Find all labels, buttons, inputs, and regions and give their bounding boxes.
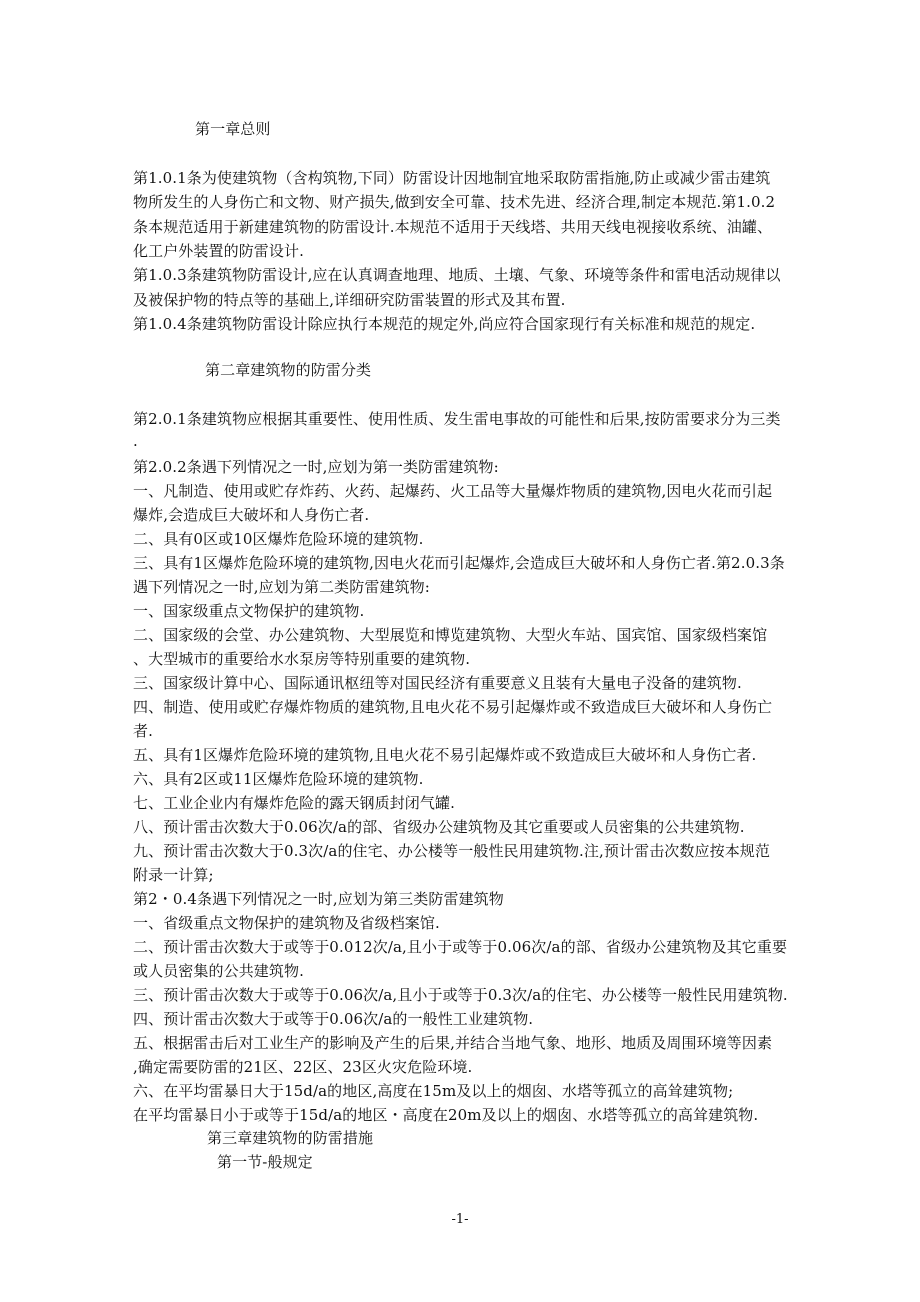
paragraph-line: 第1.0.3条建筑物防雷设计,应在认真调查地理、地质、土壤、气象、环境等条件和雷电活动规律以 [133,266,781,284]
paragraph-line: 或人员密集的公共建筑物. [133,962,304,980]
paragraph-line: 在平均雷暴日小于或等于15d/a的地区・高度在20m及以上的烟囱、水塔等孤立的高耸建筑物. [133,1106,759,1124]
paragraph-line: 三、国家级计算中心、国际通讯枢纽等对国民经济有重要意义且装有大量电子没备的建筑物. [133,674,742,692]
paragraph-line: 四、预计雷击次数大于或等于0.06次/a的一般性工业建筑物. [133,1010,534,1028]
paragraph-line: 第2・0.4条遇下列情况之一时,应划为第三类防雷建筑物 [133,890,504,908]
chapter2-title: 第二章建筑物的防雷分类 [205,361,372,379]
paragraph-line: 化工户外装置的防雷设计. [133,242,304,260]
paragraph-line: 遇下列情况之一时,应划为第二类防雷建筑物: [133,578,430,596]
page-number: -1- [451,1212,469,1227]
paragraph-line: 六、具有2区或11区爆炸危险环境的建筑物. [133,770,424,788]
paragraph-line: 者. [133,722,153,740]
paragraph-line: 一、省级重点文物保护的建筑物及省级档案馆. [133,914,440,932]
paragraph-line: 五、具有1区爆炸危险环境的建筑物,且电火花不易引起爆炸或不致造成巨大破坏和人身伤亡者. [133,746,757,764]
paragraph-line: 三、具有1区爆炸危险环境的建筑物,因电火花而引起爆炸,会造成巨大破坏和人身伤亡者.第2.0.3条 [133,554,785,572]
chapter1-title: 第一章总则 [195,120,271,138]
paragraph-line: 五、根据雷击后对工业生产的影响及产生的后果,并结合当地气象、地形、地质及周围环境等因素 [133,1034,773,1052]
paragraph-line: . [133,432,138,450]
paragraph-line: 一、凡制造、使用或贮存炸药、火药、起爆药、火工品等大量爆炸物质的建筑物,因电火花而引起 [133,482,773,500]
paragraph-line: 附录一计算; [133,866,214,884]
paragraph-line: 第2.0.1条建筑物应根据其重要性、使用性质、发生雷电事故的可能性和后果,按防雷要求分为三类 [133,410,781,428]
paragraph-line: 第2.0.2条遇下列情况之一时,应划为第一类防雷建筑物: [133,458,499,476]
paragraph-line: 、大型城市的重要给水水泵房等特别重要的建筑物. [133,650,471,668]
paragraph-line: 二、具有0区或10区爆炸危险环境的建筑物. [133,530,424,548]
section1-title: 第一节-般规定 [217,1153,313,1171]
chapter3-title: 第三章建筑物的防雷措施 [207,1129,374,1147]
paragraph-line: 及被保护物的特点等的基础上,详细研究防雷装置的形式及其布置. [133,291,566,309]
paragraph-line: 八、预计雷击次数大于0.06次/a的部、省级办公建筑物及其它重要或人员密集的公共建筑物. [133,818,745,836]
paragraph-line: 条本规范适用于新建建筑物的防雷设计.本规范不适用于天线塔、共用天线电视接收系统、油罐、 [133,218,773,236]
paragraph-line: 四、制造、使用或贮存爆炸物质的建筑物,且电火花不易引起爆炸或不致造成巨大破坏和人身伤亡 [133,698,773,716]
paragraph-line: 七、工业企业内有爆炸危险的露天钢质封闭气罐. [133,794,455,812]
paragraph-line: 第1.0.4条建筑物防雷设计除应执行本规范的规定外,尚应符合国家现行有关标准和规范的规定. [133,315,756,333]
paragraph-line: 二、预计雷击次数大于或等于0.012次/a,且小于或等于0.06次/a的部、省级办公建筑物及其它重要 [133,938,788,956]
paragraph-line: 六、在平均雷暴日大于15d/a的地区,高度在15m及以上的烟囱、水塔等孤立的高耸建筑物; [133,1082,734,1100]
paragraph-line: 物所发生的人身伤亡和文物、财产损失,做到安全可靠、技术先进、经济合理,制定本规范.第1.0.2 [133,193,776,211]
paragraph-line: ,确定需要防雷的21区、22区、23区火灾危险环境. [133,1058,473,1076]
paragraph-line: 三、预计雷击次数大于或等于0.06次/a,且小于或等于0.3次/a的住宅、办公楼等一般性民用建筑物. [133,986,788,1004]
paragraph-line: 二、国家级的会堂、办公建筑物、大型展览和博览建筑物、大型火车站、国宾馆、国家级档案馆 [133,626,768,644]
paragraph-line: 九、预计雷击次数大于0.3次/a的住宅、办公楼等一般性民用建筑物.注,预计雷击次数应按本规范 [133,842,770,860]
paragraph-line: 爆炸,会造成巨大破坏和人身伤亡者. [133,506,370,524]
paragraph-line: 一、国家级重点文物保护的建筑物. [133,602,365,620]
paragraph-line: 第1.0.1条为使建筑物（含构筑物,下同）防雷设计因地制宜地采取防雷指施,防止或减少雷击建筑 [133,169,771,187]
